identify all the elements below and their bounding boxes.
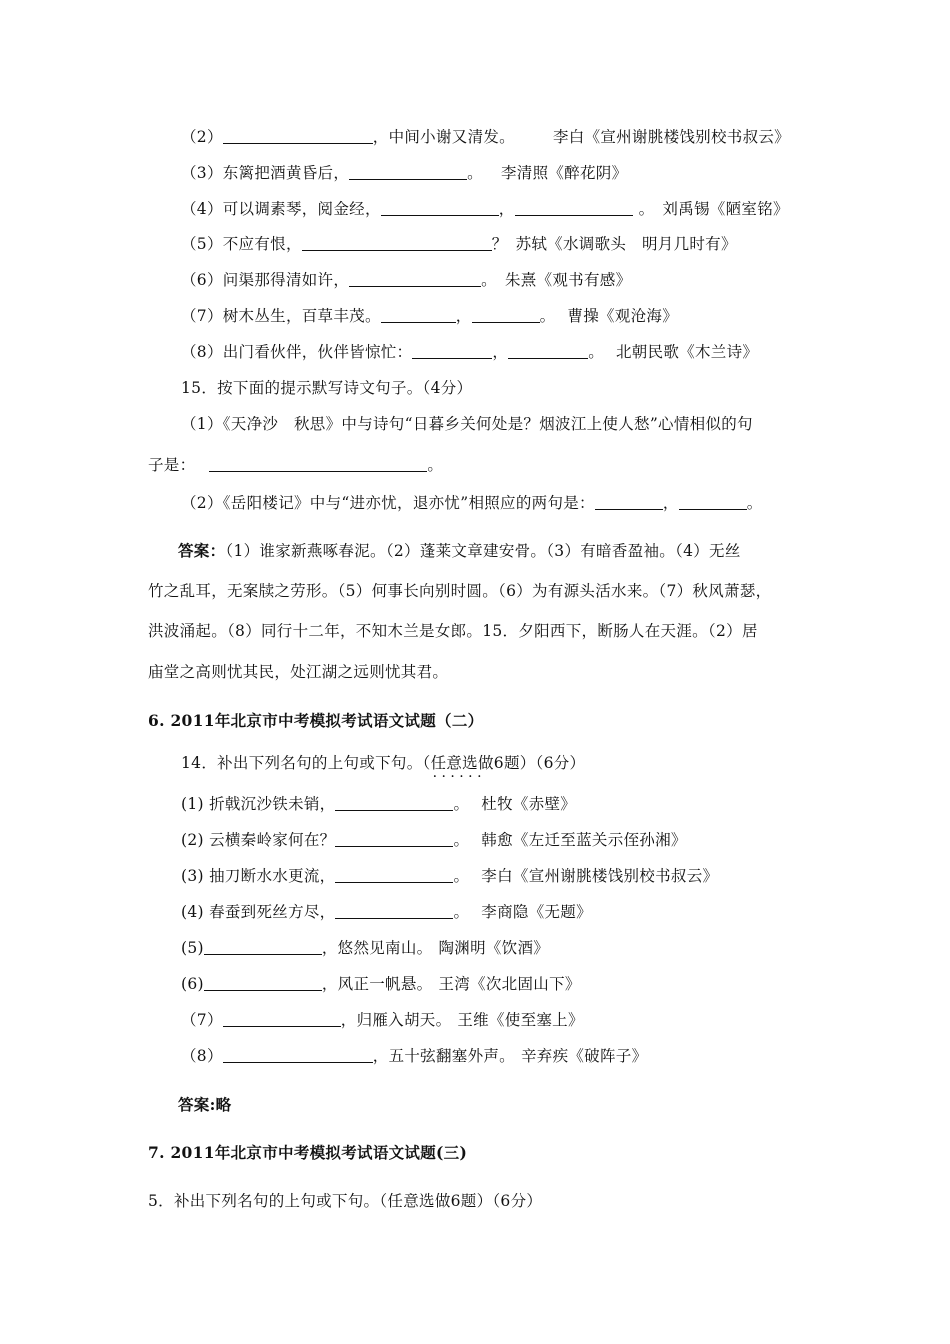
source: 苏轼《水调歌头 明月几时有》 (515, 235, 737, 253)
answer-blank[interactable] (302, 234, 492, 251)
source: 陶渊明《饮酒》 (438, 939, 550, 957)
item-a8: （8）出门看伙伴，伙伴皆惊忙： ， 。 北朝民歌《木兰诗》 (181, 343, 759, 361)
answer-blank[interactable] (349, 163, 467, 180)
source: 杜牧《赤壁》 (481, 795, 577, 813)
source: 刘禹锡《陋室铭》 (662, 200, 789, 218)
answer-line-4: 庙堂之高则忧其民，处江湖之远则忧其君。 (148, 663, 449, 681)
item-a7: （7）树木丛生，百草丰茂。 ， 。 曹操《观沧海》 (181, 307, 678, 325)
answer-b: 答案:略 (178, 1095, 232, 1114)
item-b5: (5) ，悠然见南山。 陶渊明《饮酒》 (181, 939, 550, 957)
answer-blank[interactable] (412, 342, 492, 359)
answer-line-1: 答案：（1）谁家新燕啄春泥。（2）蓬莱文章建安骨。（3）有暗香盈袖。（4）无丝 (178, 541, 741, 560)
item-b6: (6) ，风正一帆悬。 王湾《次北固山下》 (181, 975, 581, 993)
section-heading-6: 6. 2011年北京市中考模拟考试语文试题（二） (148, 711, 484, 730)
answer-blank[interactable] (381, 199, 499, 216)
answer-blank[interactable] (349, 270, 481, 287)
answer-blank[interactable] (335, 866, 453, 883)
item-b7: （7） ，归雁入胡天。 王维《使至塞上》 (181, 1011, 584, 1029)
item-b2: (2) 云横秦岭家何在？ 。 韩愈《左迁至蓝关示侄孙湘》 (181, 831, 687, 849)
answer-blank[interactable] (381, 306, 456, 323)
question-15-1-line1: （1）《天净沙 秋思》中与诗句“日暮乡关何处是？烟波江上使人愁”心情相似的句 (181, 415, 753, 433)
source: 李清照《醉花阴》 (500, 164, 628, 182)
source: 辛弃疾《破阵子》 (520, 1047, 648, 1065)
answer-line-3: 洪波涌起。（8）同行十二年，不知木兰是女郎。15．夕阳西下，断肠人在天涯。（2）居 (148, 622, 758, 640)
answer-blank[interactable] (335, 830, 453, 847)
source: 北朝民歌《木兰诗》 (616, 343, 759, 361)
item-a3: （3）东篱把酒黄昏后， 。 李清照《醉花阴》 (181, 164, 628, 182)
source: 李白《宣州谢朓楼饯别校书叔云》 (552, 128, 790, 146)
answer-label: 答案： (178, 541, 226, 560)
source: 李白《宣州谢朓楼饯别校书叔云》 (481, 867, 719, 885)
item-b3: (3) 抽刀断水水更流， 。 李白《宣州谢朓楼饯别校书叔云》 (181, 867, 719, 885)
item-a5: （5）不应有恨， ？ 苏轼《水调歌头 明月几时有》 (181, 235, 737, 253)
question-15-1-line2: 子是： 。 (148, 456, 444, 474)
answer-blank[interactable] (204, 938, 322, 955)
source: 王维《使至塞上》 (457, 1011, 584, 1029)
item-b8: （8） ，五十弦翻塞外声。 辛弃疾《破阵子》 (181, 1047, 648, 1065)
source: 朱熹《观书有感》 (504, 271, 632, 289)
answer-blank[interactable] (335, 794, 453, 811)
emphasis-dotted-text: 任意选做6题 · · (431, 754, 520, 772)
item-a2: （2） ，中间小谢又清发。 李白《宣州谢朓楼饯别校书叔云》 (181, 128, 790, 146)
question-14-title: 14．补出下列名句的上句或下句。（任意选做6题 · · ）（6分） (181, 752, 585, 774)
item-b4: (4) 春蚕到死丝方尽， 。 李商隐《无题》 (181, 903, 592, 921)
answer-blank[interactable] (335, 902, 453, 919)
source: 王湾《次北固山下》 (438, 975, 581, 993)
item-a4: （4）可以调素琴，阅金经， ， 。 刘禹锡《陋室铭》 (181, 200, 789, 218)
item-a6: （6）问渠那得清如许， 。 朱熹《观书有感》 (181, 271, 632, 289)
answer-blank[interactable] (679, 493, 747, 510)
answer-blank[interactable] (223, 1046, 373, 1063)
answer-blank[interactable] (472, 306, 540, 323)
source: 曹操《观沧海》 (567, 307, 678, 325)
question-15-title: 15．按下面的提示默写诗文句子。（4分） (181, 379, 473, 397)
source: 李商隐《无题》 (481, 903, 592, 921)
section-heading-7: 7. 2011年北京市中考模拟考试语文试题(三) (148, 1143, 468, 1162)
question-5-title: 5．补出下列名句的上句或下句。（任意选做6题）（6分） (148, 1192, 543, 1210)
answer-blank[interactable] (508, 342, 588, 359)
item-b1: (1) 折戟沉沙铁未销， 。 杜牧《赤壁》 (181, 795, 577, 813)
answer-blank[interactable] (223, 1010, 341, 1027)
answer-blank[interactable] (515, 199, 633, 216)
source: 韩愈《左迁至蓝关示侄孙湘》 (481, 831, 687, 849)
answer-line-2: 竹之乱耳，无案牍之劳形。（5）何事长向别时圆。（6）为有源头活水来。（7）秋风萧瑟， (148, 582, 772, 600)
answer-blank[interactable] (595, 493, 663, 510)
question-15-2: （2）《岳阳楼记》中与“进亦忧，退亦忧”相照应的两句是： ， 。 (181, 494, 763, 512)
answer-blank[interactable] (204, 974, 322, 991)
answer-blank[interactable] (223, 127, 373, 144)
answer-blank[interactable] (209, 455, 427, 472)
